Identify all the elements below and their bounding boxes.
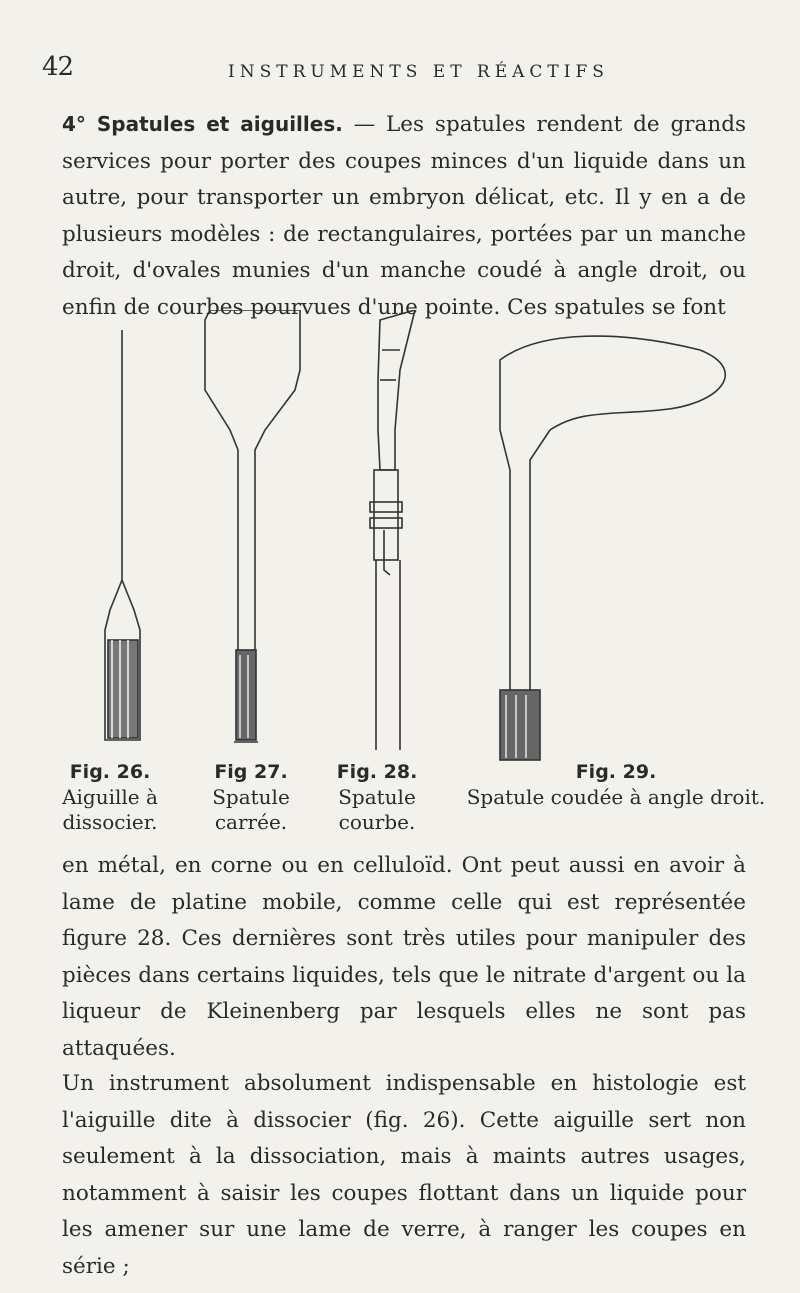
paragraph-spatules xyxy=(62,106,746,326)
figure-caption: Spatule coudée à angle droit. xyxy=(466,785,766,809)
caption-fig-29 xyxy=(466,760,766,810)
caption-fig-27 xyxy=(196,760,306,835)
paragraph-aiguille: Un instrument absolument indispensable en histologie est l'aiguille dite à dissocier (fig. 26). Cette aiguille sert non seulement à la dissociation, mais à maints autres usages, notamment à saisir les coupes flottant dans un liquide pour les amener sur une lame de verre, à ranger les coupes en série ; xyxy=(62,1071,746,1279)
caption-fig-26 xyxy=(40,760,180,835)
figure-captions xyxy=(0,760,800,850)
figure-label: Fig. 28. xyxy=(336,761,418,783)
square-spatula-illustration xyxy=(205,310,302,742)
figure-label: Fig. 26. xyxy=(69,761,151,783)
page-number: 42 xyxy=(42,52,74,82)
section-heading: 4° Spatules et aiguilles. xyxy=(62,112,343,136)
running-title: INSTRUMENTS ET RÉACTIFS xyxy=(228,62,609,82)
right-angle-spatula-illustration xyxy=(500,336,725,760)
figure-label: Fig. 29. xyxy=(575,761,657,783)
figure-label: Fig 27. xyxy=(214,761,288,783)
paragraph-text: — Les spatules rendent de grands services pour porter des coupes minces d'un liquide dans un autre, pour transporter un embryon délicat, etc. Il y en a de plusieurs modèles : de rectangulaires, portées par un manche droit, d'ovales munies d'un manche coudé à angle droit, ou enfin de courbes pourvues d'une pointe. Ces spatules se font xyxy=(62,112,746,320)
caption-fig-28 xyxy=(322,760,432,835)
figure-caption: Aiguille à dissocier. xyxy=(62,785,158,834)
figure-caption: Spatule carrée. xyxy=(212,785,290,834)
instruments-drawing xyxy=(60,310,750,770)
paragraph-materials: en métal, en corne ou en celluloïd. Ont peut aussi en avoir à lame de platine mobile, comme celle qui est représentée figure 28. Ces dernières sont très utiles pour manipuler des pièces dans certains liquides, tels que le nitrate d'argent ou la liqueur de Kleinenberg par lesquels elles ne sont pas attaquées. xyxy=(62,853,746,1061)
figure-caption: Spatule courbe. xyxy=(338,785,416,834)
curved-spatula-illustration xyxy=(370,310,415,750)
dissecting-needle-illustration xyxy=(105,330,140,740)
figure-illustrations xyxy=(60,310,750,770)
